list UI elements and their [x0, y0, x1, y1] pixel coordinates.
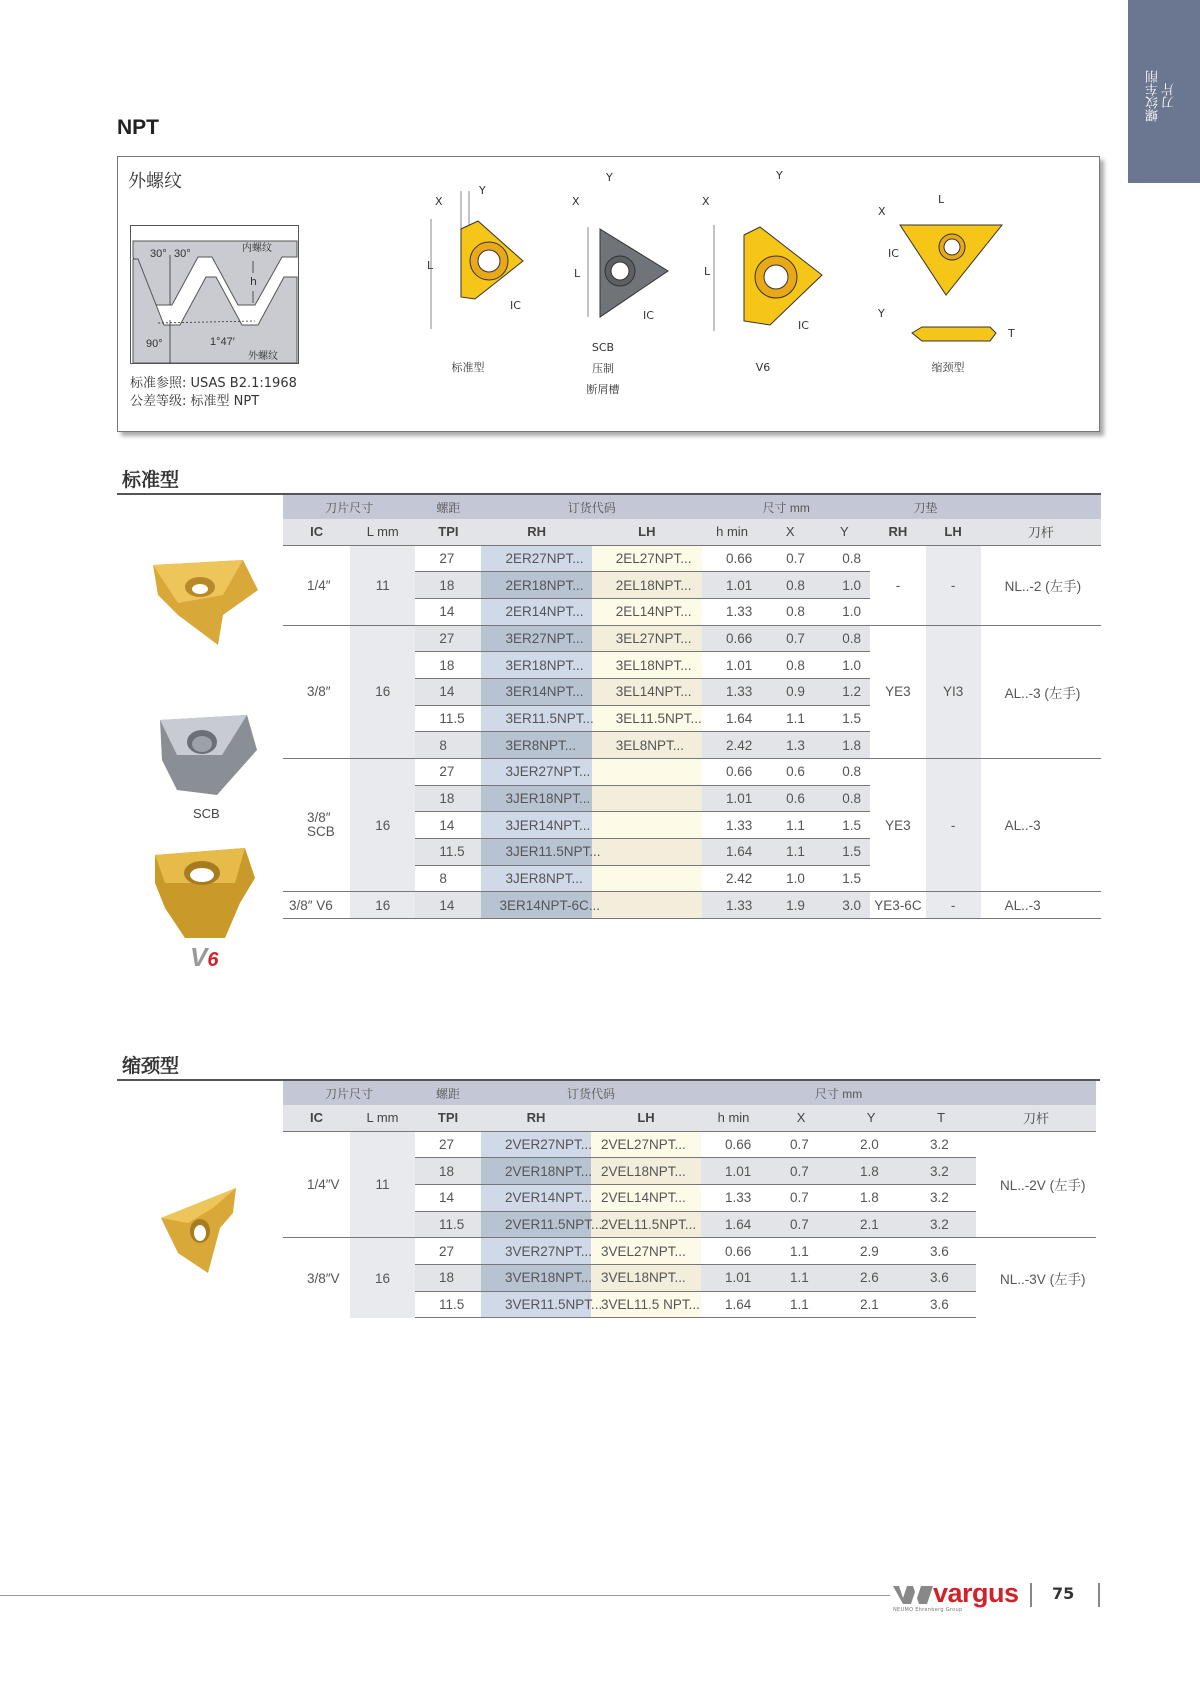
cell-tpi: 18	[415, 785, 481, 812]
col-header-holder: 刀杆	[976, 1105, 1096, 1131]
standard-reference	[130, 375, 297, 411]
cell-tpi: 14	[415, 892, 481, 919]
col-header-y: Y	[818, 519, 870, 545]
group-header-insert-size: 刀片尺寸	[283, 1080, 415, 1105]
scb-caption-line3: 断屑槽	[586, 383, 620, 396]
cell-rh-code: 3ER14NPT-6C...	[481, 892, 591, 919]
neck-spec-table	[283, 1079, 1096, 1318]
cell-tpi: 27	[415, 1238, 481, 1265]
standard-spec-table	[283, 493, 1101, 919]
cell-holder: NL..-2V (左手)	[1000, 1178, 1086, 1194]
cell-t: 3.2	[930, 1136, 949, 1152]
scb-insert-drawing	[568, 167, 688, 327]
cell-y: 1.0	[818, 598, 870, 625]
scb-image-label: SCB	[193, 806, 220, 821]
cell-rh-code: 3VER11.5NPT...	[481, 1291, 591, 1318]
neck-insert-drawing	[878, 187, 1058, 357]
vargus-logo-text: vargus	[933, 1578, 1019, 1608]
cell-holder: AL..-3	[981, 759, 1101, 892]
svg-text:X: X	[878, 205, 886, 218]
cell-rh-code: 2ER27NPT...	[481, 545, 591, 572]
vargus-logo-mark-icon	[893, 1586, 933, 1604]
svg-text:IC: IC	[643, 309, 654, 322]
cell-ic-line2: SCB	[307, 824, 335, 840]
svg-text:X: X	[702, 195, 710, 208]
cell-shim-lh: -	[926, 545, 981, 625]
cell-x: 0.6	[762, 785, 818, 812]
cell-x: 1.1	[762, 812, 818, 839]
group-header-dimensions: 尺寸 mm	[701, 1080, 976, 1105]
table-row	[283, 545, 1101, 572]
v6-caption: V6	[755, 361, 771, 374]
cell-lh-code	[592, 812, 702, 839]
cell-l: 16	[350, 892, 415, 919]
cell-tpi: 18	[415, 652, 481, 679]
cell-x: 0.7	[766, 1184, 836, 1211]
table-group-header-row	[283, 494, 1101, 519]
table-row	[283, 892, 1101, 919]
col-header-l: L mm	[350, 519, 415, 545]
cell-y: 2.9	[836, 1238, 906, 1265]
cell-y: 0.8	[842, 550, 862, 566]
cell-lh-code	[592, 759, 702, 786]
group-header-empty	[981, 494, 1101, 519]
cell-t: 3.2	[906, 1184, 976, 1211]
svg-text:Y: Y	[776, 169, 783, 182]
cell-shim-rh: YE3	[870, 625, 925, 758]
section-title-standard: 标准型	[122, 469, 180, 491]
group-header-order-code: 订货代码	[481, 494, 702, 519]
table-row	[283, 759, 1101, 786]
col-header-shim-lh: LH	[926, 519, 981, 545]
cell-tpi: 14	[415, 812, 481, 839]
cell-rh-code: 3VER27NPT...	[481, 1238, 591, 1265]
cell-hmin: 1.01	[702, 652, 762, 679]
cell-ic: 3/8″ V6	[283, 892, 350, 919]
cell-rh-code: 2VER11.5NPT...	[481, 1211, 591, 1238]
svg-text:T: T	[1008, 327, 1015, 340]
svg-text:L: L	[574, 267, 581, 280]
cell-x: 1.1	[766, 1264, 836, 1291]
cell-lh-code: 3EL18NPT...	[592, 652, 702, 679]
cell-t: 3.6	[906, 1291, 976, 1318]
side-tab-label	[1146, 70, 1178, 122]
table-row	[283, 625, 1101, 652]
cell-lh-code: 2VEL11.5NPT...	[591, 1211, 701, 1238]
cell-y: 0.8	[818, 625, 870, 652]
scb-caption	[573, 337, 633, 400]
footer-rule	[0, 1595, 890, 1596]
cell-hmin: 2.42	[702, 732, 762, 759]
col-header-y: Y	[836, 1105, 906, 1131]
cell-x: 1.1	[766, 1291, 836, 1318]
cell-shim-rh: -	[895, 577, 901, 593]
cell-rh-code: 3ER11.5NPT...	[481, 705, 591, 732]
cell-tpi: 14	[415, 678, 481, 705]
cell-lh-code: 3EL14NPT...	[592, 678, 702, 705]
v6-insert-drawing	[698, 165, 838, 335]
standard-insert-image	[148, 555, 263, 650]
col-header-t: T	[906, 1105, 976, 1131]
col-header-ic: IC	[283, 1105, 350, 1131]
cell-hmin: 1.64	[701, 1211, 766, 1238]
cell-hmin: 1.64	[702, 839, 762, 866]
cell-y: 2.6	[836, 1264, 906, 1291]
cell-hmin: 1.01	[702, 785, 762, 812]
cell-hmin: 1.01	[701, 1158, 766, 1185]
cell-hmin: 1.01	[701, 1264, 766, 1291]
col-header-holder: 刀杆	[981, 519, 1101, 545]
cell-lh-code: 2EL14NPT...	[592, 598, 702, 625]
page-title: NPT	[117, 116, 159, 139]
standard-insert-drawing	[423, 179, 553, 329]
scb-insert-image	[152, 710, 262, 805]
cell-tpi: 27	[439, 550, 455, 566]
cell-y: 2.1	[836, 1291, 906, 1318]
cell-tpi: 14	[415, 598, 481, 625]
footer-separator	[1098, 1583, 1100, 1607]
cell-t: 3.2	[906, 1158, 976, 1185]
cell-y: 1.5	[818, 865, 870, 892]
group-header-dimensions: 尺寸 mm	[702, 494, 870, 519]
side-section-tab	[1128, 0, 1200, 183]
group-header-order-code: 订货代码	[481, 1080, 701, 1105]
cell-rh-code: 2ER18NPT...	[481, 572, 591, 599]
svg-text:X: X	[572, 195, 580, 208]
cell-hmin: 1.33	[702, 812, 762, 839]
cell-y: 1.8	[836, 1184, 906, 1211]
cell-tpi: 11.5	[415, 705, 481, 732]
cell-x: 1.0	[762, 865, 818, 892]
standard-ref-text: 标准参照: USAS B2.1:1968	[130, 376, 297, 391]
cell-y: 1.0	[818, 652, 870, 679]
cell-shim-lh: -	[926, 759, 981, 892]
cell-x: 0.8	[762, 572, 818, 599]
cell-rh-code: 3JER14NPT...	[481, 812, 591, 839]
col-header-shim-rh: RH	[870, 519, 925, 545]
svg-text:Y: Y	[606, 171, 613, 184]
page-number: 75	[1052, 1584, 1075, 1603]
cell-lh-code: 3EL11.5NPT...	[592, 705, 702, 732]
cell-x: 1.1	[762, 705, 818, 732]
col-header-ic: IC	[283, 519, 350, 545]
cell-holder: NL..-3V (左手)	[976, 1238, 1096, 1318]
standard-caption: 标准型	[451, 361, 485, 374]
neck-insert-image	[158, 1183, 243, 1278]
svg-text:内螺纹: 内螺纹	[242, 243, 272, 254]
cell-y: 2.0	[860, 1136, 879, 1152]
cell-shim-rh: YE3-6C	[870, 892, 925, 919]
cell-y: 1.5	[818, 705, 870, 732]
cell-x: 1.9	[762, 892, 818, 919]
svg-text:90°: 90°	[146, 338, 163, 350]
svg-text:Y: Y	[878, 307, 885, 320]
cell-rh-code: 3ER14NPT...	[481, 678, 591, 705]
table-column-header-row	[283, 1105, 1096, 1131]
cell-lh-code: 3EL27NPT...	[592, 625, 702, 652]
col-header-hmin: h min	[701, 1105, 766, 1131]
cell-x: 0.9	[762, 678, 818, 705]
cell-rh-code: 3JER27NPT...	[481, 759, 591, 786]
cell-y: 2.1	[836, 1211, 906, 1238]
cell-lh-code: 3VEL11.5 NPT...	[591, 1291, 701, 1318]
cell-x: 0.6	[762, 759, 818, 786]
cell-rh-code: 3VER18NPT...	[481, 1264, 591, 1291]
svg-text:30°: 30°	[150, 248, 167, 260]
cell-y: 0.8	[818, 759, 870, 786]
cell-y: 0.8	[818, 785, 870, 812]
cell-rh-code: 3ER8NPT...	[481, 732, 591, 759]
table-row	[283, 1238, 1096, 1265]
cell-l: 11	[350, 545, 415, 625]
cell-ic: 1/4″V	[307, 1176, 340, 1192]
cell-hmin: 2.42	[702, 865, 762, 892]
cell-ic-line1: 3/8″	[307, 810, 331, 826]
cell-lh-code: 2EL18NPT...	[592, 572, 702, 599]
v6-logo	[190, 942, 218, 973]
cell-l: 16	[350, 759, 415, 892]
col-header-x: X	[762, 519, 818, 545]
cell-x: 0.7	[766, 1211, 836, 1238]
cell-rh-code: 3JER11.5NPT...	[481, 839, 591, 866]
cell-lh-code: 3VEL18NPT...	[591, 1264, 701, 1291]
cell-hmin: 1.01	[702, 572, 762, 599]
cell-y: 1.5	[818, 812, 870, 839]
cell-lh-code	[592, 892, 702, 919]
col-header-tpi: TPI	[415, 519, 481, 545]
cell-rh-code: 2VER27NPT...	[481, 1131, 591, 1158]
cell-lh-code	[592, 785, 702, 812]
cell-x: 0.7	[790, 1136, 809, 1152]
cell-shim-lh: YI3	[926, 625, 981, 758]
cell-hmin: 1.33	[702, 892, 762, 919]
cell-y: 1.2	[818, 678, 870, 705]
col-header-lh: LH	[591, 1105, 701, 1131]
svg-text:30°: 30°	[174, 248, 191, 260]
cell-tpi: 27	[415, 625, 481, 652]
cell-holder: AL..-3 (左手)	[981, 625, 1101, 758]
cell-hmin: 0.66	[701, 1238, 766, 1265]
cell-t: 3.2	[906, 1211, 976, 1238]
cell-hmin: 0.66	[725, 1136, 752, 1152]
cell-l: 16	[350, 1238, 415, 1318]
scb-caption-line1: SCB	[591, 341, 615, 354]
cell-hmin: 0.66	[702, 625, 762, 652]
scb-caption-line2: 压制	[592, 362, 614, 375]
cell-ic: 3/8″	[283, 625, 350, 758]
section-title-neck: 缩颈型	[122, 1055, 180, 1077]
cell-rh-code: 3ER27NPT...	[481, 625, 591, 652]
col-header-rh: RH	[481, 1105, 591, 1131]
cell-holder: AL..-3	[981, 892, 1101, 919]
cell-rh-code: 3JER8NPT...	[481, 865, 591, 892]
cell-hmin: 0.66	[725, 550, 753, 566]
cell-y: 1.5	[818, 839, 870, 866]
group-header-pitch: 螺距	[415, 1080, 481, 1105]
cell-ic	[283, 759, 350, 892]
cell-lh-code: 3VEL27NPT...	[591, 1238, 701, 1265]
cell-t: 3.6	[906, 1264, 976, 1291]
tolerance-text: 公差等级: 标准型 NPT	[130, 394, 260, 409]
cell-y: 1.8	[836, 1158, 906, 1185]
cell-x: 0.7	[786, 550, 805, 566]
thread-profile-diagram	[130, 225, 300, 365]
svg-text:X: X	[435, 195, 443, 208]
svg-text:L: L	[427, 259, 434, 272]
group-header-insert-size: 刀片尺寸	[283, 494, 415, 519]
cell-rh-code: 3ER18NPT...	[481, 652, 591, 679]
cell-y: 1.8	[818, 732, 870, 759]
svg-text:h: h	[250, 275, 257, 288]
svg-text:IC: IC	[510, 299, 521, 312]
table-column-header-row	[283, 519, 1101, 545]
table-row	[283, 1131, 1096, 1158]
diagram-box-title: 外螺纹	[128, 171, 182, 192]
col-header-l: L mm	[350, 1105, 415, 1131]
col-header-rh: RH	[481, 519, 591, 545]
cell-shim-lh: -	[926, 892, 981, 919]
cell-hmin: 1.33	[702, 598, 762, 625]
col-header-x: X	[766, 1105, 836, 1131]
cell-tpi: 14	[415, 1184, 481, 1211]
cell-hmin: 1.64	[701, 1291, 766, 1318]
cell-lh-code: 2VEL18NPT...	[591, 1158, 701, 1185]
v6-logo-v: V	[190, 942, 208, 972]
cell-hmin: 0.66	[702, 759, 762, 786]
vargus-logo-subtitle: NEUMO Ehrenberg Group	[893, 1607, 963, 1613]
cell-rh-code: 2VER18NPT...	[481, 1158, 591, 1185]
neck-caption: 缩颈型	[931, 361, 965, 374]
svg-text:IC: IC	[888, 247, 899, 260]
cell-lh-code: 2EL27NPT...	[592, 545, 702, 572]
cell-x: 0.8	[762, 652, 818, 679]
footer-separator	[1030, 1583, 1032, 1607]
svg-text:外螺纹: 外螺纹	[248, 351, 278, 362]
cell-x: 1.1	[766, 1238, 836, 1265]
cell-l: 16	[350, 625, 415, 758]
col-header-hmin: h min	[702, 519, 762, 545]
cell-lh-code: 3EL8NPT...	[592, 732, 702, 759]
svg-text:1°47′: 1°47′	[210, 336, 235, 348]
cell-tpi: 11.5	[415, 1211, 481, 1238]
group-header-pitch: 螺距	[415, 494, 481, 519]
cell-lh-code: 2VEL14NPT...	[591, 1184, 701, 1211]
group-header-shim: 刀垫	[870, 494, 980, 519]
svg-text:Y: Y	[479, 184, 486, 197]
cell-x: 1.3	[762, 732, 818, 759]
cell-tpi: 18	[415, 1158, 481, 1185]
cell-x: 0.7	[766, 1158, 836, 1185]
cell-tpi: 18	[415, 572, 481, 599]
cell-x: 0.8	[762, 598, 818, 625]
cell-rh-code: 2ER14NPT...	[481, 598, 591, 625]
cell-holder: NL..-2 (左手)	[1004, 579, 1082, 595]
cell-tpi: 27	[415, 759, 481, 786]
cell-lh-code	[592, 865, 702, 892]
cell-tpi: 11.5	[415, 839, 481, 866]
cell-tpi: 11.5	[415, 1291, 481, 1318]
thread-diagram-box	[117, 156, 1100, 432]
cell-lh-code: 2VEL27NPT...	[591, 1131, 701, 1158]
svg-text:L: L	[704, 265, 711, 278]
cell-hmin: 1.64	[702, 705, 762, 732]
group-header-empty	[976, 1080, 1096, 1105]
cell-ic: 1/4″	[307, 577, 331, 593]
col-header-tpi: TPI	[415, 1105, 481, 1131]
cell-tpi: 8	[415, 732, 481, 759]
cell-y: 1.0	[818, 572, 870, 599]
v6-insert-image	[150, 843, 265, 943]
cell-rh-code: 2VER14NPT...	[481, 1184, 591, 1211]
cell-lh-code	[592, 839, 702, 866]
cell-hmin: 1.33	[702, 678, 762, 705]
cell-t: 3.6	[906, 1238, 976, 1265]
cell-x: 0.7	[762, 625, 818, 652]
svg-text:L: L	[938, 193, 945, 206]
side-tab-line1: 螺纹车削	[1146, 70, 1161, 122]
cell-tpi: 27	[439, 1136, 455, 1152]
cell-hmin: 1.33	[701, 1184, 766, 1211]
cell-y: 3.0	[818, 892, 870, 919]
cell-x: 1.1	[762, 839, 818, 866]
col-header-lh: LH	[592, 519, 702, 545]
v6-logo-6: 6	[207, 949, 219, 971]
side-tab-line2: 刀片	[1162, 83, 1177, 109]
svg-text:IC: IC	[798, 319, 809, 332]
table-group-header-row	[283, 1080, 1096, 1105]
cell-tpi: 8	[415, 865, 481, 892]
cell-rh-code: 3JER18NPT...	[481, 785, 591, 812]
cell-ic: 3/8″V	[283, 1238, 350, 1318]
cell-tpi: 18	[415, 1264, 481, 1291]
cell-l: 11	[350, 1131, 415, 1238]
cell-shim-rh: YE3	[870, 759, 925, 892]
